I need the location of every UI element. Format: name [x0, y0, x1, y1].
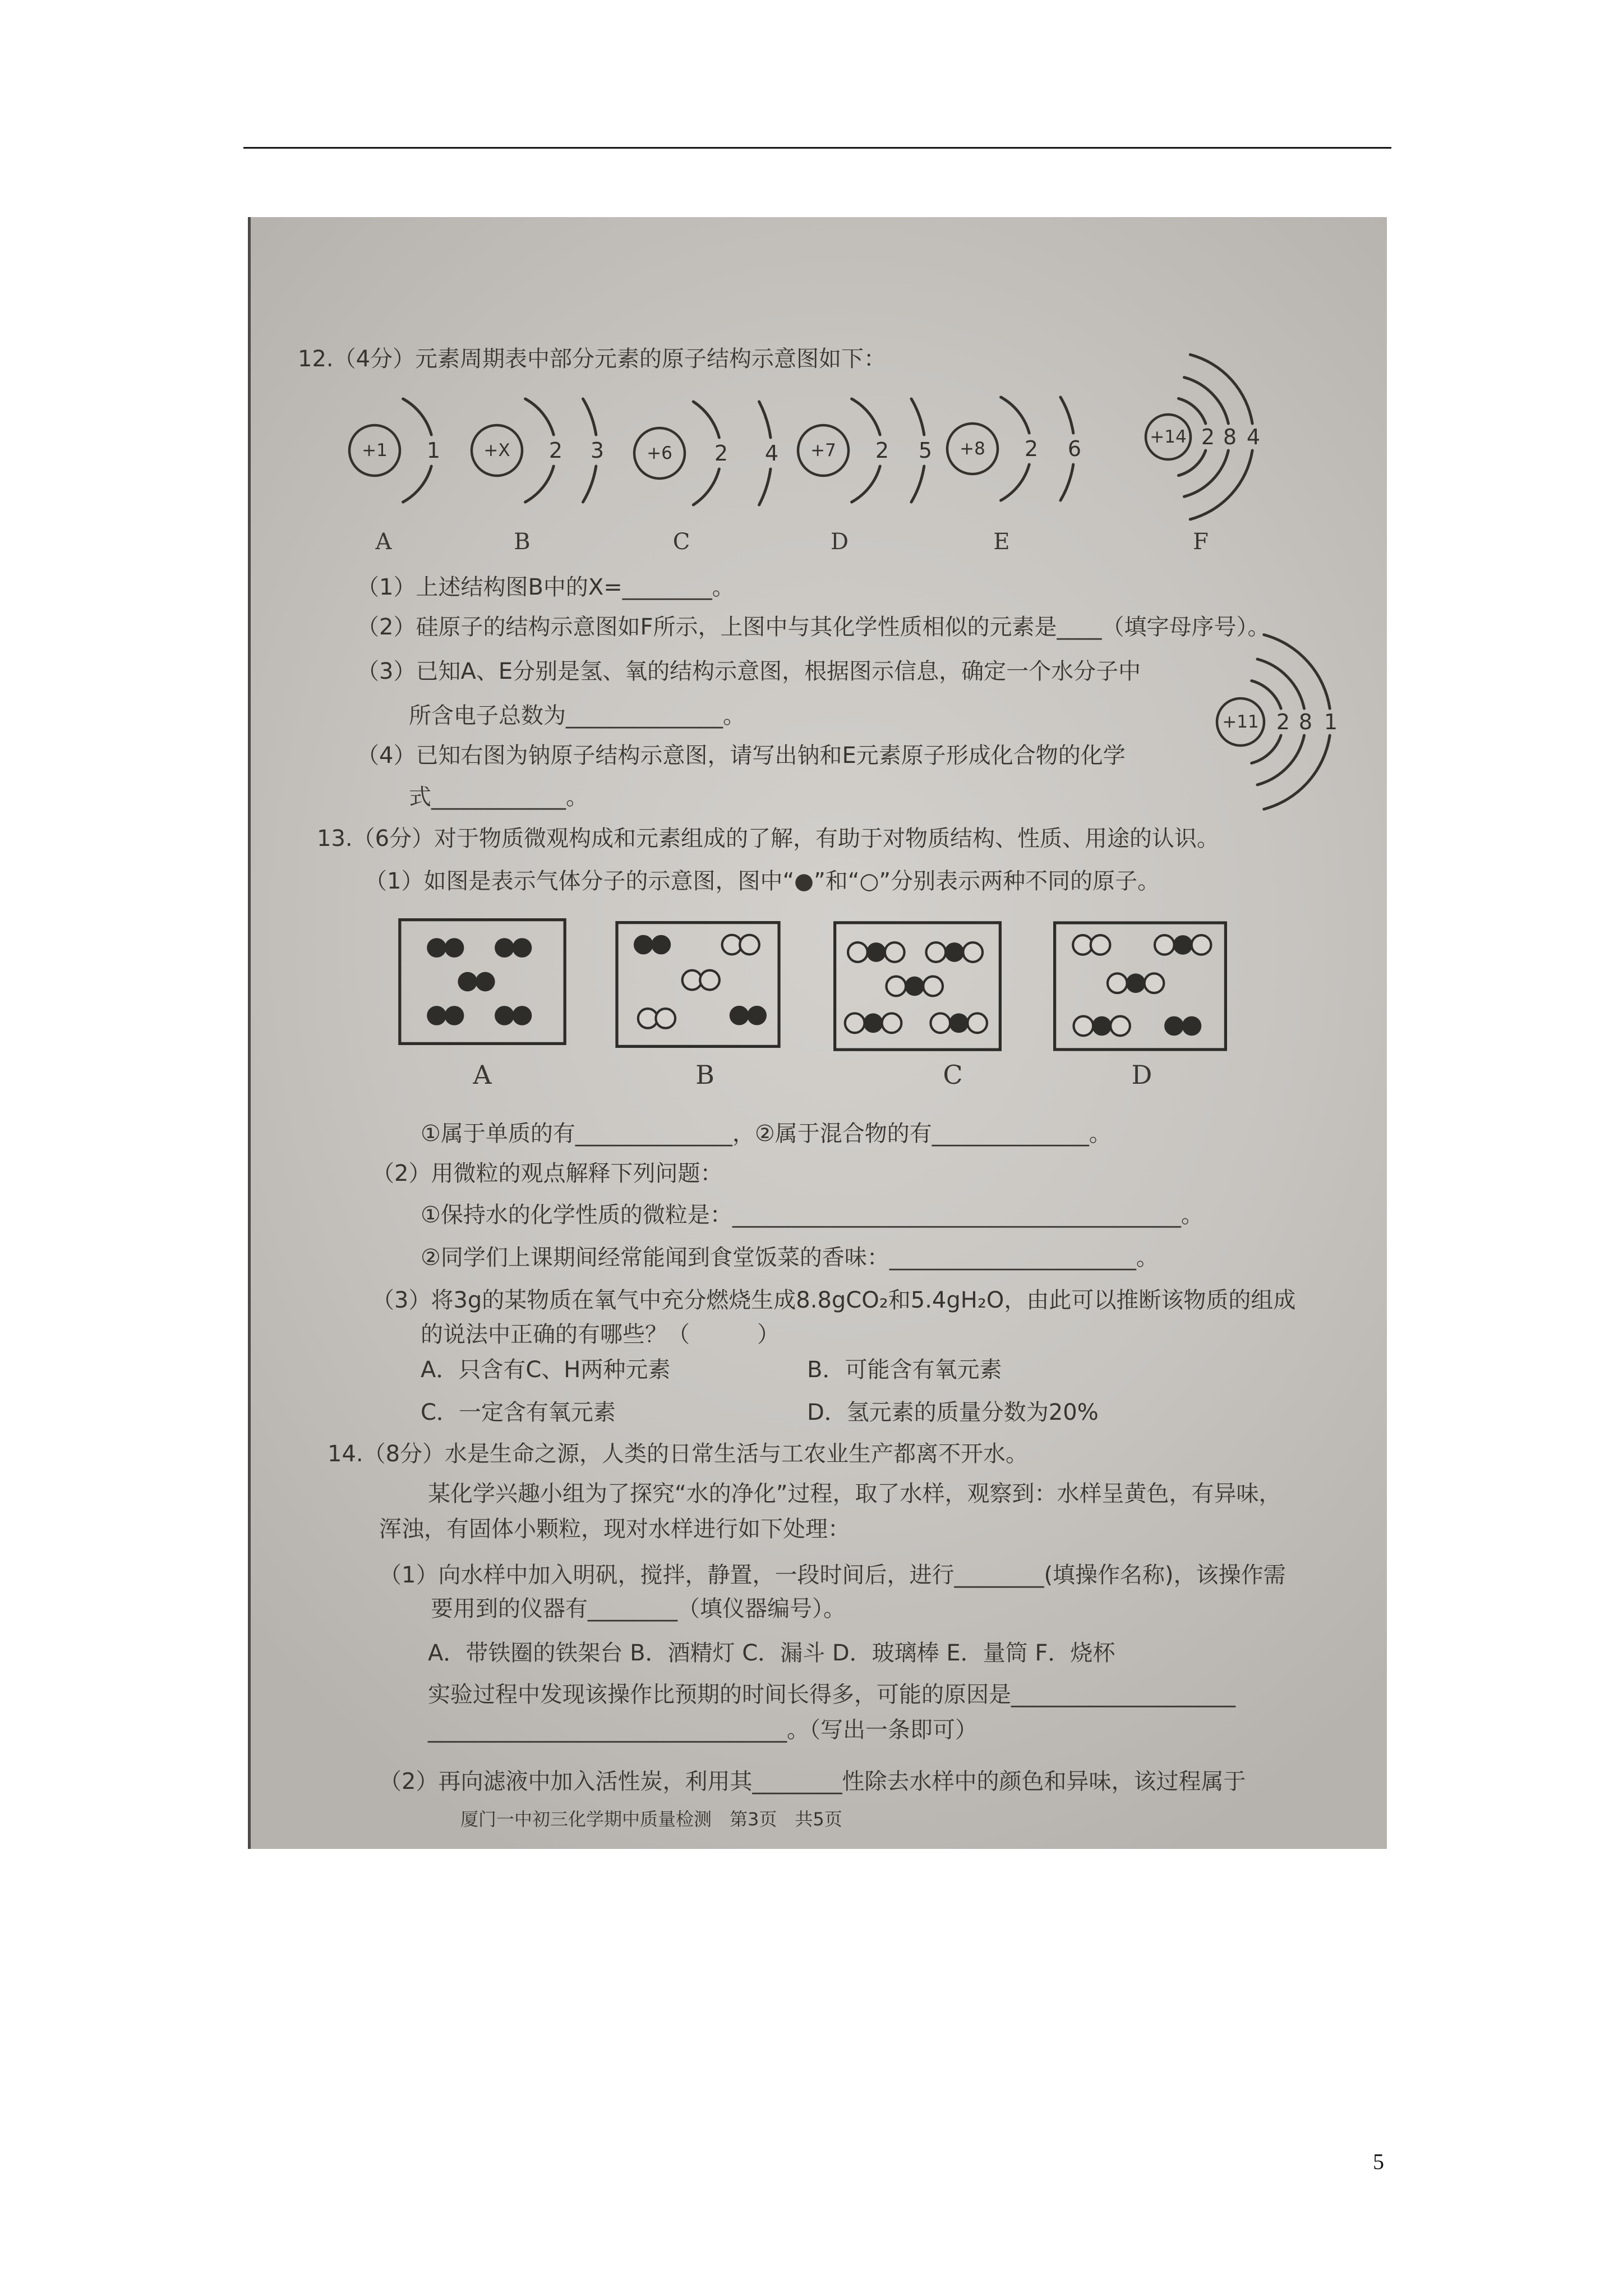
- q13-title: 13.（6分）对于物质微观构成和元素组成的了解，有助于对物质结构、性质、用途的认识。: [317, 826, 1220, 852]
- molecule-box-b: [615, 921, 781, 1048]
- atom-black: [944, 942, 964, 962]
- nucleus-circle: [1146, 415, 1191, 459]
- nuclear-charge: +7: [810, 440, 836, 461]
- atom-black: [495, 938, 514, 958]
- shell-electron-count: 2: [714, 441, 728, 466]
- shell-electron-count: 8: [1298, 710, 1313, 734]
- q13-part1-answer: ①属于单质的有______________，②属于混合物的有______________。: [421, 1121, 1112, 1147]
- nuclear-charge: +11: [1222, 712, 1259, 732]
- atom-white: [740, 935, 759, 955]
- electron-shell-arc: [693, 469, 719, 505]
- shell-electron-count: 2: [1024, 436, 1039, 461]
- q12-part4-line1: （4）已知右图为钠原子结构示意图，请写出钠和E元素原子形成化合物的化学: [357, 743, 1126, 769]
- atom-black: [495, 1006, 514, 1025]
- molecule: [458, 972, 495, 992]
- scanned-exam-photo: [248, 217, 1387, 1849]
- q13-part3-line2: 的说法中正确的有哪些？（ ）: [421, 1322, 780, 1347]
- molecule: [722, 935, 759, 955]
- q12-title: 12.（4分）元素周期表中部分元素的原子结构示意图如下：: [298, 346, 887, 372]
- q13-part2b: ②同学们上课期间经常能闻到食堂饭菜的香味：______________________。: [421, 1245, 1159, 1271]
- atom-label-c: C: [672, 529, 690, 555]
- q13-option-d: D．氢元素的质量分数为20%: [807, 1400, 1099, 1425]
- electron-shell-arc: [583, 399, 596, 435]
- q12-part1: （1）上述结构图B中的X=________。: [357, 574, 735, 600]
- molecule-box-c: [833, 921, 1002, 1051]
- shell-electron-count: 8: [1223, 425, 1237, 449]
- molecule: [1155, 935, 1211, 955]
- electron-shell-arc: [1257, 659, 1304, 708]
- box-label-a: A: [473, 1060, 492, 1090]
- molecule: [1074, 1016, 1130, 1036]
- shell-electron-count: 1: [1324, 710, 1338, 734]
- nuclear-charge: +6: [647, 443, 672, 463]
- atom-black: [1182, 1016, 1202, 1036]
- atom-white: [1091, 935, 1110, 955]
- atom-diagram-c: [634, 402, 778, 505]
- atom-white: [700, 970, 720, 990]
- molecule: [926, 942, 983, 962]
- shell-electron-count: 1: [426, 438, 441, 463]
- q12-part3-line1: （3）已知A、E分别是氢、氧的结构示意图，根据图示信息，确定一个水分子中: [357, 659, 1141, 684]
- electron-shell-arc: [1190, 450, 1252, 519]
- electron-shell-arc: [1190, 355, 1252, 424]
- q14-intro-line2: 浑浊，有固体小颗粒，现对水样进行如下处理：: [379, 1516, 850, 1542]
- molecule: [886, 977, 943, 996]
- electron-shell-arc: [525, 399, 554, 435]
- header-rule: [243, 147, 1391, 149]
- atom-black: [513, 938, 532, 958]
- q14-part1-line2: 要用到的仪器有________（填仪器编号）。: [431, 1596, 846, 1622]
- molecule: [1164, 1016, 1201, 1036]
- q13-part2a: ①保持水的化学性质的微粒是：________________________________________。: [421, 1202, 1204, 1228]
- molecule: [427, 938, 464, 958]
- molecule: [495, 938, 532, 958]
- atom-label-b: B: [514, 529, 531, 555]
- electron-shell-arc: [852, 466, 880, 502]
- electron-shell-arc: [1001, 397, 1030, 433]
- atom-label-f: F: [1193, 529, 1209, 555]
- shell-electron-count: 5: [918, 438, 933, 463]
- molecule: [848, 942, 905, 962]
- atom-white: [1155, 935, 1174, 955]
- q12-part2: （2）硅原子的结构示意图如F所示，上图中与其化学性质相似的元素是____（填字母序号）。: [357, 614, 1270, 640]
- molecule: [730, 1006, 767, 1025]
- atom-diagram-a: [349, 399, 440, 502]
- shell-electron-count: 4: [764, 441, 779, 466]
- atom-white: [1108, 973, 1127, 993]
- electron-shell-arc: [1184, 378, 1229, 424]
- shell-electron-count: 3: [590, 438, 605, 463]
- molecule: [495, 1006, 532, 1025]
- electron-shell-arc: [1061, 464, 1073, 500]
- q14-intro-line1: 某化学兴趣小组为了探究“水的净化”过程，取了水样，观察到：水样呈黄色，有异味，: [428, 1481, 1281, 1507]
- nucleus-circle: [1217, 698, 1264, 746]
- box-label-c: C: [943, 1060, 963, 1090]
- nucleus-circle: [634, 428, 685, 478]
- box-label-b: B: [695, 1060, 714, 1090]
- atom-black: [634, 935, 653, 955]
- electron-shell-arc: [693, 402, 719, 438]
- atom-black: [427, 938, 446, 958]
- electron-shell-arc: [1184, 450, 1229, 496]
- nucleus-circle: [472, 425, 522, 476]
- electron-shell-arc: [583, 466, 596, 502]
- atom-black: [949, 1013, 969, 1033]
- atom-white: [886, 977, 906, 996]
- sodium-atom-diagram: [1217, 635, 1338, 809]
- molecule: [427, 1006, 464, 1025]
- electron-shell-arc: [1264, 635, 1330, 709]
- atom-black: [458, 972, 477, 992]
- atom-white: [885, 942, 905, 962]
- q14-instrument-options: A．带铁圈的铁架台 B．酒精灯 C．漏斗 D．玻璃棒 E．量筒 F．烧杯: [428, 1640, 1115, 1666]
- molecule-box-d: [1053, 921, 1227, 1051]
- electron-shell-arc: [1252, 735, 1281, 763]
- atom-structure-diagrams: [251, 217, 1387, 834]
- nuclear-charge: +14: [1150, 427, 1187, 447]
- atom-black: [513, 1006, 532, 1025]
- electron-shell-arc: [1001, 464, 1030, 500]
- nucleus-circle: [947, 424, 998, 474]
- electron-shell-arc: [403, 466, 432, 502]
- electron-shell-arc: [852, 399, 880, 435]
- electron-shell-arc: [1178, 398, 1205, 424]
- atom-black: [905, 977, 924, 996]
- shell-electron-count: 2: [1276, 710, 1290, 734]
- atom-black: [866, 942, 886, 962]
- molecule: [845, 1013, 902, 1033]
- q13-part2: （2）用微粒的观点解释下列问题：: [372, 1161, 723, 1186]
- nucleus-circle: [349, 425, 400, 476]
- atom-white: [923, 977, 943, 996]
- molecule: [1108, 973, 1164, 993]
- atom-white: [1074, 1016, 1094, 1036]
- electron-shell-arc: [1257, 735, 1304, 785]
- atom-black: [651, 935, 671, 955]
- atom-white: [963, 942, 983, 962]
- atom-white: [967, 1013, 987, 1033]
- molecule: [930, 1013, 987, 1033]
- electron-shell-arc: [759, 402, 771, 438]
- atom-white: [930, 1013, 950, 1033]
- nuclear-charge: +X: [483, 440, 510, 461]
- atom-label-a: A: [375, 529, 392, 555]
- q13-part1: （1）如图是表示气体分子的示意图，图中“●”和“○”分别表示两种不同的原子。: [365, 868, 1160, 894]
- electron-shell-arc: [1264, 735, 1330, 809]
- shell-electron-count: 4: [1246, 425, 1261, 449]
- atom-black: [427, 1006, 446, 1025]
- atom-white: [1145, 973, 1164, 993]
- electron-shell-arc: [403, 399, 432, 435]
- atom-white: [656, 1009, 675, 1028]
- q13-option-c: C．一定含有氧元素: [421, 1400, 616, 1425]
- box-label-d: D: [1131, 1060, 1152, 1090]
- shell-electron-count: 2: [548, 438, 563, 463]
- molecule: [683, 970, 720, 990]
- atom-black: [445, 938, 464, 958]
- atom-label-d: D: [830, 529, 849, 555]
- atom-black: [747, 1006, 767, 1025]
- molecule: [638, 1009, 675, 1028]
- q13-part3-line1: （3）将3g的某物质在氧气中充分燃烧生成8.8gCO₂和5.4gH₂O，由此可以推断该物质的组成: [372, 1287, 1296, 1313]
- atom-white: [848, 942, 868, 962]
- nucleus-circle: [798, 425, 849, 476]
- atom-black: [1164, 1016, 1184, 1036]
- electron-shell-arc: [1178, 450, 1205, 476]
- nuclear-charge: +1: [362, 440, 388, 461]
- q13-option-b: B．可能含有氧元素: [807, 1357, 1002, 1383]
- atom-black: [1092, 1016, 1112, 1036]
- atom-diagram-d: [798, 399, 932, 502]
- atom-black: [1126, 973, 1146, 993]
- atom-black: [476, 972, 495, 992]
- atom-diagram-e: [947, 397, 1081, 500]
- exam-footer: 厦门一中初三化学期中质量检测 第3页 共5页: [460, 1809, 842, 1830]
- atom-black: [864, 1013, 883, 1033]
- shell-electron-count: 2: [1201, 425, 1215, 449]
- molecule-box-a: [398, 918, 566, 1045]
- q14-part1-line4: ________________________________。（写出一条即可）: [428, 1717, 978, 1743]
- atom-white: [845, 1013, 865, 1033]
- electron-shell-arc: [911, 466, 924, 502]
- electron-shell-arc: [1061, 397, 1073, 433]
- q12-part3-line2: 所含电子总数为______________。: [409, 703, 745, 729]
- electron-shell-arc: [525, 466, 554, 502]
- q14-part1-line1: （1）向水样中加入明矾，搅拌，静置，一段时间后，进行________(填操作名称)，该操作需: [379, 1562, 1286, 1588]
- electron-shell-arc: [759, 469, 771, 505]
- page-number: 5: [1373, 2149, 1384, 2174]
- atom-black: [445, 1006, 464, 1025]
- q12-part4-line2: 式____________。: [409, 784, 588, 810]
- atom-diagram-f: [1146, 355, 1260, 519]
- molecule: [634, 935, 671, 955]
- atom-white: [1192, 935, 1211, 955]
- atom-diagram-b: [472, 399, 604, 502]
- atom-black: [730, 1006, 749, 1025]
- nuclear-charge: +8: [960, 439, 985, 459]
- atom-white: [882, 1013, 902, 1033]
- shell-electron-count: 6: [1067, 436, 1082, 461]
- electron-shell-arc: [911, 399, 924, 435]
- q14-part2: （2）再向滤液中加入活性炭，利用其________性除去水样中的颜色和异味，该过程属于: [379, 1769, 1246, 1795]
- electron-shell-arc: [1252, 681, 1281, 708]
- shell-electron-count: 2: [875, 438, 889, 463]
- q14-part1-line3: 实验过程中发现该操作比预期的时间长得多，可能的原因是____________________: [428, 1682, 1235, 1708]
- q14-title: 14.（8分）水是生命之源，人类的日常生活与工农业生产都离不开水。: [328, 1441, 1029, 1467]
- molecule: [1073, 935, 1110, 955]
- q13-option-a: A．只含有C、H两种元素: [421, 1357, 671, 1383]
- atom-black: [1173, 935, 1193, 955]
- atom-white: [1110, 1016, 1130, 1036]
- atom-white: [926, 942, 946, 962]
- atom-label-e: E: [993, 529, 1010, 555]
